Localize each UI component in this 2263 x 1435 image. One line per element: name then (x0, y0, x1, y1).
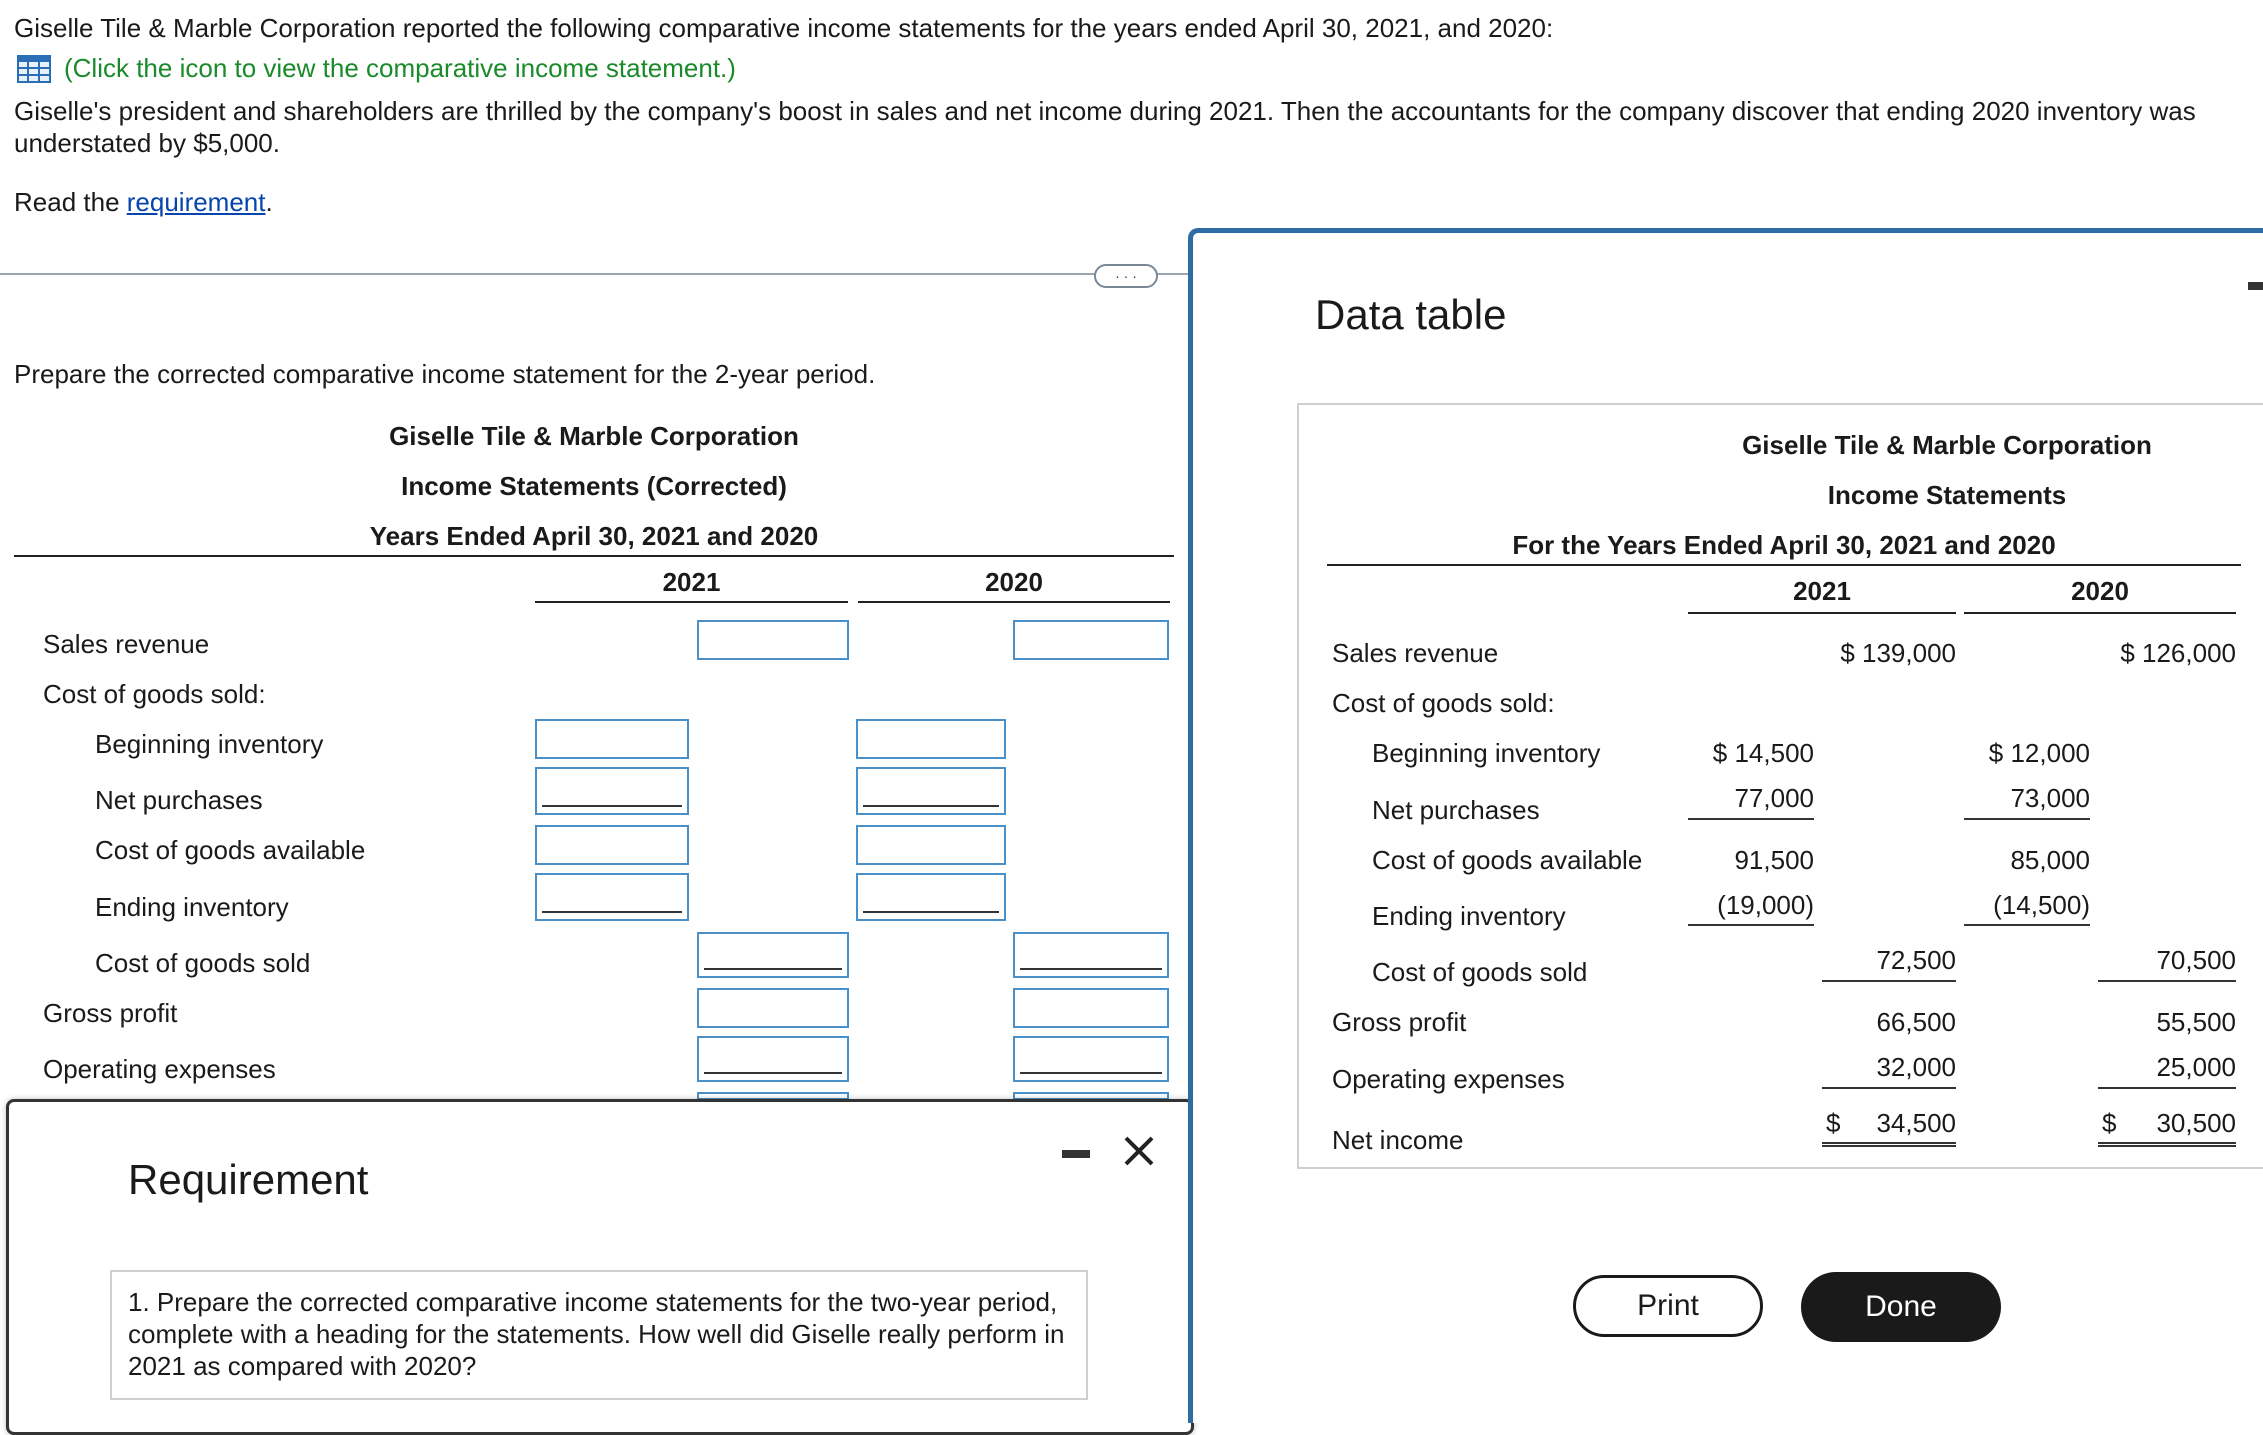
dt-label: Net income (1332, 1125, 1464, 1155)
dt-col-2021-rule (1688, 612, 1956, 614)
intro-paragraph: Giselle's president and shareholders are thrilled by the company's boost in sales and net income during 2021. Then the accountants for the company discover that ending 2020 inventory was understated by $5,000. (14, 96, 2196, 158)
requirement-link[interactable]: requirement (126, 187, 266, 217)
panel-minimize-icon[interactable] (2248, 282, 2263, 290)
requirement-text: 1. Prepare the corrected comparative income statements for the two-year period, complete with a heading for the statements. How well did Giselle really perform in 2021 as compared with 2020? (128, 1287, 1065, 1381)
row-label: Gross profit (43, 998, 178, 1028)
dt-underline (2098, 1087, 2236, 1089)
form-company: Giselle Tile & Marble Corporation (389, 421, 799, 451)
net-purch-2021-input[interactable] (535, 767, 689, 815)
dt-cogs-2020: 70,500 (2156, 945, 2236, 975)
form-col-2021: 2021 (662, 567, 721, 597)
row-label: Operating expenses (43, 1054, 276, 1084)
dt-beg-inv-2021: $ 14,500 (1712, 738, 1814, 768)
sales-2020-input[interactable] (1013, 620, 1169, 660)
data-table-title: Data table (1315, 291, 1507, 338)
requirement-title: Requirement (128, 1156, 369, 1203)
row-label: Cost of goods available (95, 835, 366, 865)
table-icon[interactable] (14, 52, 54, 84)
dt-net-2021: 34,500 (1876, 1108, 1956, 1138)
dt-col-2020: 2020 (2071, 576, 2129, 606)
dt-gross-2021: 66,500 (1876, 1007, 1956, 1037)
more-button[interactable]: · · · (1094, 264, 1158, 288)
dt-header-rule (1327, 564, 2241, 566)
row-label: Net purchases (95, 785, 263, 815)
dt-underline (1688, 818, 1814, 820)
row-label: Sales revenue (43, 629, 210, 659)
dt-label: Cost of goods sold: (1332, 688, 1555, 718)
dt-label: Net purchases (1372, 795, 1540, 825)
cga-2020-input[interactable] (856, 825, 1006, 865)
dt-underline (1964, 924, 2090, 926)
dt-underline (1822, 980, 1956, 982)
cogs-2020-input[interactable] (1013, 932, 1169, 978)
dt-end-inv-2020: (14,500) (1993, 890, 2090, 920)
dt-underline (2098, 980, 2236, 982)
sales-2021-input[interactable] (697, 620, 849, 660)
gross-2021-input[interactable] (697, 988, 849, 1028)
cga-2021-input[interactable] (535, 825, 689, 865)
dt-end-inv-2021: (19,000) (1717, 890, 1814, 920)
end-inv-2021-input[interactable] (535, 873, 689, 921)
done-button[interactable]: Done (1801, 1272, 2001, 1342)
dt-double-underline (2098, 1142, 2236, 1147)
row-label: Ending inventory (95, 892, 289, 922)
view-statement-link[interactable] (14, 52, 736, 84)
dt-sales-2020: $ 126,000 (2120, 638, 2236, 668)
dt-label: Ending inventory (1372, 901, 1566, 931)
dt-col-2020-rule (1964, 612, 2236, 614)
dt-cogs-2021: 72,500 (1876, 945, 1956, 975)
dt-underline (1822, 1087, 1956, 1089)
dt-net-sign-2020: $ (2102, 1108, 2117, 1138)
dt-underline (1964, 818, 2090, 820)
opex-2020-input[interactable] (1013, 1036, 1169, 1082)
gross-2020-input[interactable] (1013, 988, 1169, 1028)
form-title: Income Statements (Corrected) (401, 471, 787, 501)
dt-cga-2020: 85,000 (2010, 845, 2090, 875)
dt-net-sign-2021: $ (1826, 1108, 1841, 1138)
section-divider (0, 273, 1190, 275)
dt-underline (1688, 924, 1814, 926)
dt-net-purch-2020: 73,000 (2010, 783, 2090, 813)
form-col-2020: 2020 (985, 567, 1043, 597)
col-2020-rule (858, 601, 1170, 603)
dt-label: Sales revenue (1332, 638, 1499, 668)
prompt-text: Prepare the corrected comparative income statement for the 2-year period. (14, 359, 876, 389)
view-statement-text[interactable]: (Click the icon to view the comparative income statement.) (64, 53, 736, 83)
row-label: Beginning inventory (95, 729, 324, 759)
dt-opex-2021: 32,000 (1876, 1052, 1956, 1082)
dt-gross-2020: 55,500 (2156, 1007, 2236, 1037)
row-label: Cost of goods sold (95, 948, 311, 978)
dt-beg-inv-2020: $ 12,000 (1988, 738, 2090, 768)
dt-label: Cost of goods sold (1372, 957, 1588, 987)
opex-2021-input[interactable] (697, 1036, 849, 1082)
minimize-icon[interactable] (1062, 1150, 1090, 1158)
dt-sales-2021: $ 139,000 (1840, 638, 1956, 668)
col-2021-rule (535, 601, 848, 603)
dt-company: Giselle Tile & Marble Corporation (1742, 430, 2152, 460)
form-header-rule (14, 555, 1174, 557)
form-period: Years Ended April 30, 2021 and 2020 (369, 521, 819, 551)
beg-inv-2021-input[interactable] (535, 719, 689, 759)
beg-inv-2020-input[interactable] (856, 719, 1006, 759)
close-icon[interactable] (1122, 1134, 1156, 1168)
intro-line: Giselle Tile & Marble Corporation reported the following comparative income statements for the years ended April 30, 2021, and 2020: (14, 13, 1554, 43)
dt-net-2020: 30,500 (2156, 1108, 2236, 1138)
dt-double-underline (1822, 1142, 1956, 1147)
dt-period: For the Years Ended April 30, 2021 and 2020 (1512, 530, 2056, 560)
dt-label: Cost of goods available (1372, 845, 1643, 875)
dt-cga-2021: 91,500 (1734, 845, 1814, 875)
end-inv-2020-input[interactable] (856, 873, 1006, 921)
dt-col-2021: 2021 (1793, 576, 1851, 606)
print-button[interactable]: Print (1573, 1275, 1763, 1337)
row-label: Cost of goods sold: (43, 679, 266, 709)
dt-label: Gross profit (1332, 1007, 1467, 1037)
cogs-2021-input[interactable] (697, 932, 849, 978)
net-purch-2020-input[interactable] (856, 767, 1006, 815)
read-requirement: Read the requirement. (14, 187, 273, 217)
dt-statement: Income Statements (1827, 480, 2067, 510)
dt-label: Operating expenses (1332, 1064, 1565, 1094)
dt-net-purch-2021: 77,000 (1734, 783, 1814, 813)
dt-label: Beginning inventory (1372, 738, 1601, 768)
dt-opex-2020: 25,000 (2156, 1052, 2236, 1082)
